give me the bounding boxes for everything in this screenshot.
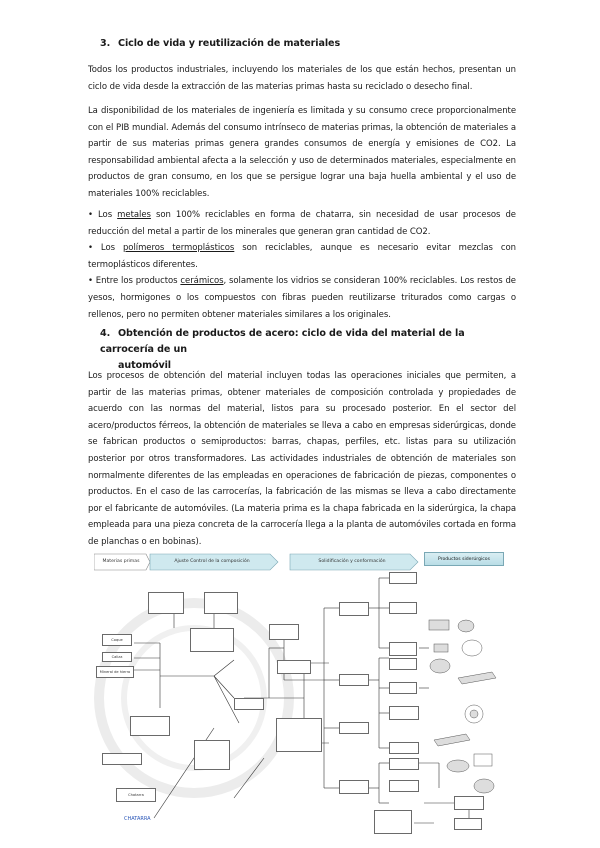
section-4-title-line1: Obtención de productos de acero: ciclo de vida del material de la carrocería de un [100,328,465,355]
box-caliza: Caliza [102,652,132,662]
box-prod-d [389,658,417,670]
section-3-heading [100,38,340,49]
box-center-b [204,592,238,614]
box-right-b [339,674,369,686]
box-coque: Coque [102,634,132,646]
box-prod-bottom [374,810,412,834]
box-left-lower [102,753,142,765]
stage-solidificacion: Solidificación y conformación [318,558,386,564]
stage-productos-siderurgicos: Productos siderúrgicos [424,552,504,566]
paragraph-3: Los procesos de obtención del material incluyen todas las operaciones iniciales que permiten, a partir de las materias primas, obtener materiales de composición controlada y propiedades de acuerdo con las normas del material, listos para su procesado posterior. En el sector del acero/productos férreos, la obtención de materiales se lleva a cabo en empresas siderúrgicas, donde se fabrican productos o semiproductos: barras, chapas, perfiles, etc. listas para su utilización posterior por otros transformadores. Las actividades industriales de obtención de materiales son normalmente diferentes de las empleadas en operaciones de fabricación de piezas, componentes o productos. En el caso de las carrocerías, la fabricación de las mismas se lleva a cabo directamente por el fabricante de automóviles. (La materia prima es la chapa fabricada en la siderúrgica, la chapa empleada para una pieza concreta de la carrocería llega a la planta de automóviles cortada en forma de planchas o en bobinas). [88,371,516,547]
link-ceramicos[interactable]: cerámicos [180,276,224,287]
link-polimeros[interactable]: polímeros termoplásticos [122,243,235,254]
stage-ajuste-composicion: Ajuste Control de la composición [174,558,250,564]
box-center-d [234,698,264,710]
box-prod-h [389,758,419,770]
bullet-ceramicos: • Entre los productos cerámicos, solamente los vidrios se consideran 100% reciclables. Los restos de yesos, hormigones o los compuestos con fibras pueden reutilizarse triturados como cargas o rellenos, pero no permiten obtener materiales similares a los originales. [88,276,516,320]
box-prod-f [389,706,419,720]
box-red-d [194,740,230,770]
box-prod-red-a [389,780,419,792]
bullet-polimeros: • Los polímeros termoplásticos son reciclables, aunque es necesario evitar mezclas con termoplásticos diferentes. [88,243,516,270]
section-3-number: 3. [100,38,111,49]
steel-process-diagram [94,548,506,836]
bullet-metales: • Los metales son 100% reciclables en forma de chatarra, sin necesidad de usar procesos de reducción del metal a partir de los minerales que generan gran cantidad de CO2. [88,210,516,237]
section-4-heading [100,326,520,374]
section-4-title-line2: automóvil [118,360,171,371]
box-mineral: Mineral de hierro [96,666,134,678]
link-metales[interactable]: metales [117,210,151,220]
paragraph-2: La disponibilidad de los materiales de ingeniería es limitada y su consumo crece proporcionalmente con el PIB mundial. Además del consumo intrínseco de materias primas, la obtención de materiales a partir de sus materias primas genera grandes consumos de energía y emisiones de CO2. La responsabilidad ambiental afecta a la selección y uso de determinados materiales, especialmente en productos de gran consumo, en los que se persigue lograr una baja huella ambiental y el uso de materiales 100% reciclables. [88,106,516,199]
stage-materias-primas: Materias primas [102,558,140,564]
box-prod-g [389,742,419,754]
box-chatarra: Chatarra [116,788,156,802]
box-center-e [276,718,322,752]
box-center-a [148,592,184,614]
box-prod-red-c [454,818,482,830]
bullet-list [88,207,516,323]
paragraph-1: Todos los productos industriales, incluyendo los materiales de los que están hechos, presentan un ciclo de vida desde la extracción de las materias primas hasta su reciclado o desecho final. [88,65,516,92]
box-prod-red-b [454,796,484,810]
box-blue-a [228,644,250,670]
box-red-a [134,630,168,644]
box-left-mid [130,716,170,736]
box-right-c [339,722,369,734]
box-red-c [269,624,299,640]
box-prod-e [389,682,417,694]
section-4-number: 4. [100,328,111,339]
box-center-c [277,660,311,674]
box-prod-c [389,642,417,656]
box-center-f [212,710,236,724]
box-prod-b [389,602,417,614]
box-right-a [339,602,369,616]
section-3-title: Ciclo de vida y reutilización de materiales [118,38,341,49]
box-right-d [339,780,369,794]
label-chatarra-bottom: CHATARRA [124,816,151,822]
box-prod-a [389,572,417,584]
